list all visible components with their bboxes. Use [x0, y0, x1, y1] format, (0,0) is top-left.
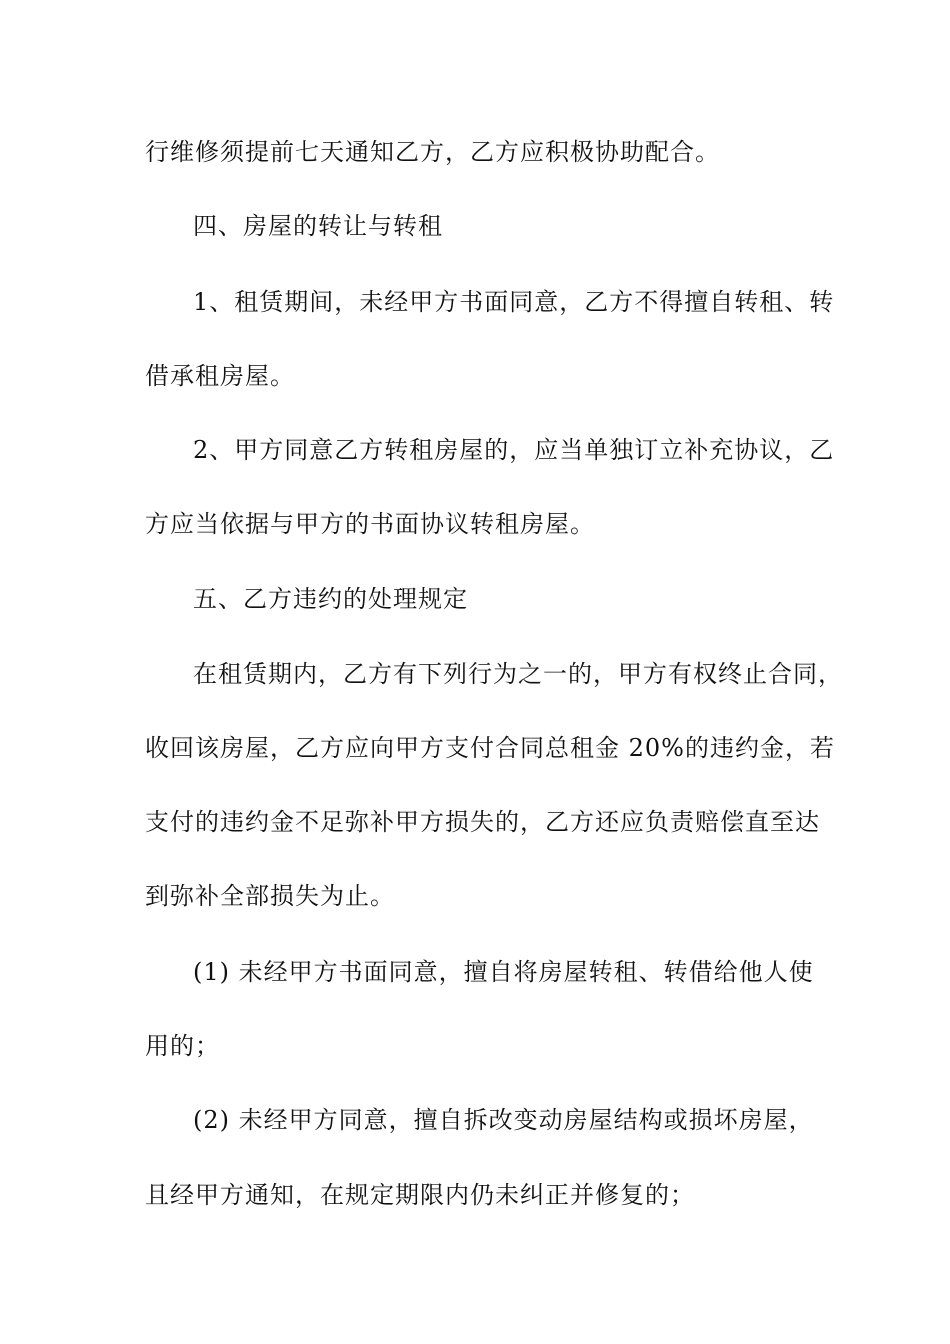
- paragraph-line: 方应当依据与甲方的书面协议转租房屋。: [145, 510, 595, 538]
- list-item-line: (2) 未经甲方同意，擅自拆改变动房屋结构或损坏房屋，: [193, 1106, 814, 1134]
- paragraph-line: 1、租赁期间，未经甲方书面同意，乙方不得擅自转租、转: [193, 288, 835, 316]
- section-heading: 五、乙方违约的处理规定: [193, 585, 468, 613]
- paragraph-line: 在租赁期内，乙方有下列行为之一的，甲方有权终止合同，: [193, 660, 843, 688]
- paragraph-line: 借承租房屋。: [145, 362, 295, 390]
- list-item-line: (1) 未经甲方书面同意，擅自将房屋转租、转借给他人使: [193, 958, 814, 986]
- list-item-line: 用的；: [145, 1032, 220, 1060]
- paragraph-line: 收回该房屋，乙方应向甲方支付合同总租金 20%的违约金，若: [145, 734, 835, 762]
- paragraph-line: 行维修须提前七天通知乙方，乙方应积极协助配合。: [145, 138, 720, 166]
- paragraph-line: 支付的违约金不足弥补甲方损失的，乙方还应负责赔偿直至达: [145, 808, 820, 836]
- paragraph-line: 2、甲方同意乙方转租房屋的，应当单独订立补充协议，乙: [193, 436, 835, 464]
- paragraph-line: 到弥补全部损失为止。: [145, 882, 395, 910]
- list-item-line: 且经甲方通知，在规定期限内仍未纠正并修复的；: [145, 1181, 695, 1209]
- section-heading: 四、房屋的转让与转租: [193, 212, 443, 240]
